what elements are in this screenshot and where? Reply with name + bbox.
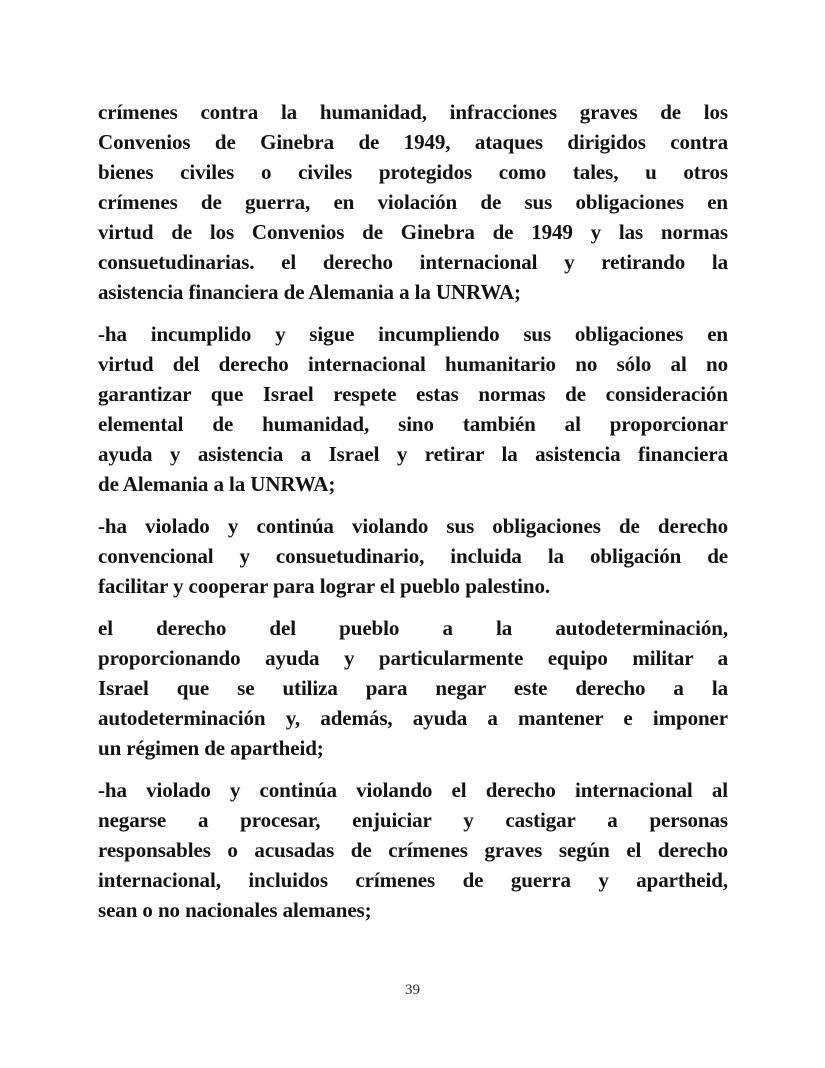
text-line: consuetudinarias. el derecho internacional y retirando la (98, 250, 728, 274)
text-line: Israel que se utiliza para negar este derecho a la (98, 676, 728, 700)
paragraph-2 (98, 319, 728, 499)
text-line: proporcionando ayuda y particularmente equipo militar a (98, 646, 728, 670)
text-line: responsables o acusadas de crímenes graves según el derecho (98, 838, 728, 862)
paragraph-4 (98, 613, 728, 763)
text-line: asistencia financiera de Alemania a la UNRWA; (98, 280, 521, 304)
paragraph-5 (98, 775, 728, 925)
text-line: un régimen de apartheid; (98, 736, 324, 760)
text-line: bienes civiles o civiles protegidos como tales, u otros (98, 160, 728, 184)
text-line: ayuda y asistencia a Israel y retirar la asistencia financiera (98, 442, 728, 466)
text-line: sean o no nacionales alemanes; (98, 898, 372, 922)
text-line: elemental de humanidad, sino también al proporcionar (98, 412, 728, 436)
document-body (98, 97, 728, 937)
text-line: -ha violado y continúa violando el derecho internacional al (98, 778, 728, 802)
text-line: garantizar que Israel respete estas normas de consideración (98, 382, 728, 406)
text-line: internacional, incluidos crímenes de guerra y apartheid, (98, 868, 728, 892)
paragraph-3 (98, 511, 728, 601)
text-line: Convenios de Ginebra de 1949, ataques dirigidos contra (98, 130, 728, 154)
text-line: crímenes de guerra, en violación de sus obligaciones en (98, 190, 728, 214)
text-line: negarse a procesar, enjuiciar y castigar a personas (98, 808, 728, 832)
text-line: autodeterminación y, además, ayuda a mantener e imponer (98, 706, 728, 730)
text-line: crímenes contra la humanidad, infracciones graves de los (98, 100, 728, 124)
text-line: -ha incumplido y sigue incumpliendo sus obligaciones en (98, 322, 728, 346)
text-line: de Alemania a la UNRWA; (98, 472, 336, 496)
text-line: virtud del derecho internacional humanitario no sólo al no (98, 352, 728, 376)
paragraph-1 (98, 97, 728, 307)
text-line: el derecho del pueblo a la autodeterminación, (98, 616, 728, 640)
text-line: convencional y consuetudinario, incluida la obligación de (98, 544, 728, 568)
text-line: virtud de los Convenios de Ginebra de 1949 y las normas (98, 220, 728, 244)
text-line: facilitar y cooperar para lograr el pueblo palestino. (98, 574, 550, 598)
text-line: -ha violado y continúa violando sus obligaciones de derecho (98, 514, 728, 538)
page-number: 39 (405, 982, 420, 998)
